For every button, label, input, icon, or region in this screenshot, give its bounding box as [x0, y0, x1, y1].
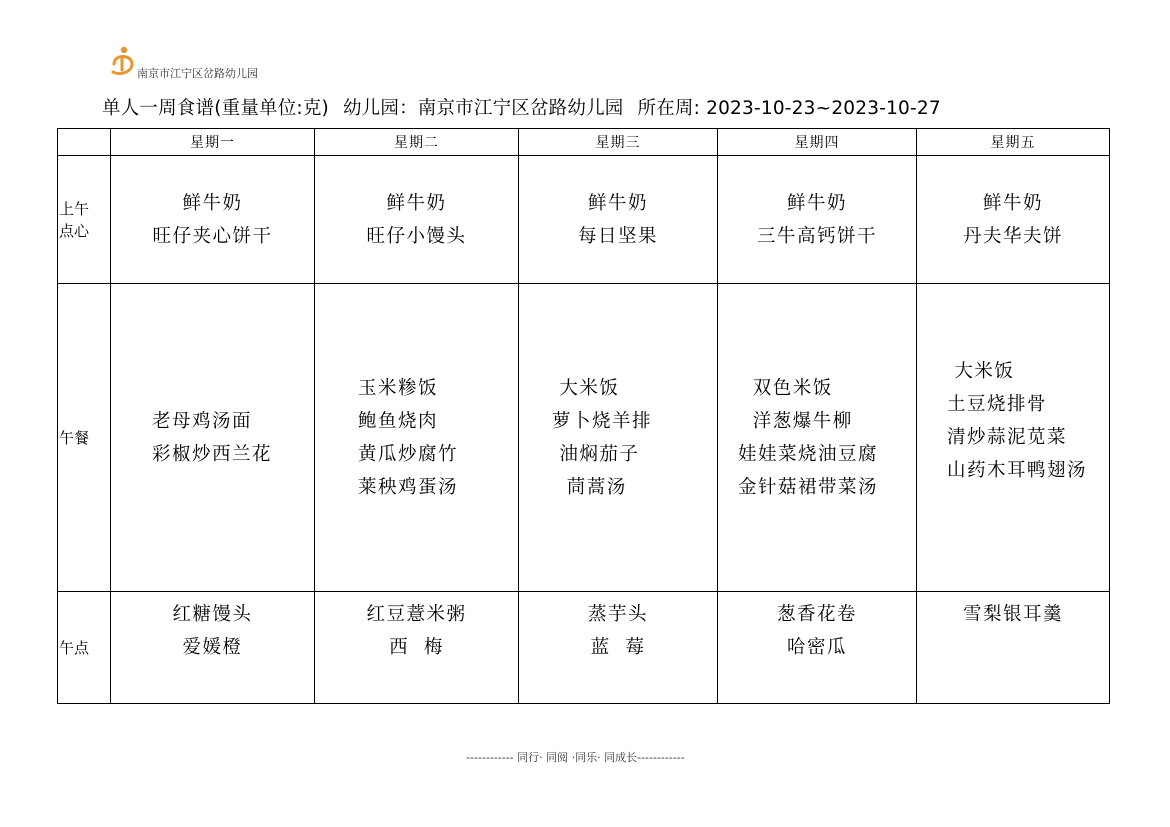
cell-mon-afternoon [111, 592, 315, 704]
menu-item: 山药木耳鸭翅汤 [947, 459, 1088, 481]
menu-item: 红豆薏米粥 [366, 604, 467, 625]
school-name: 幼儿园：南京市江宁区岔路幼儿园 [342, 98, 624, 119]
table-header-row [58, 129, 1110, 156]
menu-item: 鲜牛奶 [786, 192, 847, 214]
row-label-afternoon-snack: 午点 [58, 592, 111, 704]
menu-item: 金针菇裙带菜汤 [738, 476, 879, 498]
menu-item: 玉米糁饭 [358, 377, 439, 399]
weekly-menu-table [57, 128, 1110, 704]
menu-item: 西 梅 [389, 637, 444, 658]
header-monday: 星期一 [111, 129, 315, 156]
cell-tue-afternoon [315, 592, 519, 704]
cell-tue-morning [315, 156, 519, 284]
menu-item: 彩椒炒西兰花 [152, 443, 273, 465]
menu-item: 三牛高钙饼干 [756, 225, 877, 247]
menu-item: 蓝 莓 [590, 637, 646, 658]
school-logo [110, 44, 310, 80]
menu-item: 大米饭 [947, 360, 1015, 382]
footer-slogan: ------------ 同行· 同阅 ·同乐· 同成长------------ [466, 751, 685, 764]
menu-item: 土豆烧排骨 [947, 393, 1048, 415]
menu-item: 葱香花卷 [776, 604, 857, 625]
cell-wed-lunch [519, 284, 718, 592]
menu-item: 黄瓜炒腐竹 [358, 443, 459, 465]
header-thursday: 星期四 [718, 129, 917, 156]
cell-fri-lunch [917, 284, 1110, 592]
table-row-afternoon-snack [58, 592, 1110, 704]
menu-item: 鲜牛奶 [982, 192, 1043, 214]
menu-item: 旺仔夹心饼干 [152, 225, 273, 247]
menu-item: 鲜牛奶 [587, 192, 648, 214]
menu-item: 雪梨银耳羹 [962, 604, 1063, 625]
menu-item: 油焖茄子 [552, 443, 640, 465]
header-friday: 星期五 [917, 129, 1110, 156]
table-row-morning-snack [58, 156, 1110, 284]
menu-item: 茼蒿汤 [552, 476, 627, 498]
menu-item: 洋葱爆牛柳 [738, 410, 853, 432]
menu-item: 爱媛橙 [182, 637, 243, 658]
row-label-morning-snack: 上午点心 [58, 156, 111, 284]
menu-item: 清炒蒜泥苋菜 [947, 426, 1068, 448]
document-title [102, 94, 941, 120]
week-range: 所在周: 2023-10-23~2023-10-27 [637, 98, 941, 119]
cell-fri-morning [917, 156, 1110, 284]
menu-item: 娃娃菜烧油豆腐 [738, 443, 879, 465]
table-row-lunch [58, 284, 1110, 592]
header-wednesday: 星期三 [519, 129, 718, 156]
cell-mon-morning [111, 156, 315, 284]
menu-item: 旺仔小馒头 [366, 225, 467, 247]
menu-item: 蒸芋头 [587, 604, 648, 625]
menu-item: 萝卜烧羊排 [552, 410, 653, 432]
menu-item: 大米饭 [552, 377, 620, 399]
cell-thu-afternoon [718, 592, 917, 704]
corner-cell [58, 129, 111, 156]
cell-mon-lunch [111, 284, 315, 592]
menu-item: 老母鸡汤面 [152, 410, 253, 432]
school-logo-icon [110, 44, 138, 78]
cell-tue-lunch [315, 284, 519, 592]
cell-wed-afternoon [519, 592, 718, 704]
logo-text: 南京市江宁区岔路幼儿园 [137, 67, 258, 80]
menu-item: 鲍鱼烧肉 [358, 410, 439, 432]
menu-item: 丹夫华夫饼 [962, 225, 1063, 247]
cell-thu-lunch [718, 284, 917, 592]
menu-item: 双色米饭 [738, 377, 833, 399]
cell-thu-morning [718, 156, 917, 284]
menu-item: 莱秧鸡蛋汤 [358, 476, 459, 498]
recipe-title: 单人一周食谱(重量单位:克) [102, 98, 329, 119]
menu-item: 鲜牛奶 [386, 192, 447, 214]
cell-wed-morning [519, 156, 718, 284]
row-label-lunch: 午餐 [58, 284, 111, 592]
header-tuesday: 星期二 [315, 129, 519, 156]
menu-item: 鲜牛奶 [182, 192, 243, 214]
menu-item: 哈密瓜 [786, 637, 847, 658]
cell-fri-afternoon [917, 592, 1110, 704]
menu-item: 红糖馒头 [172, 604, 253, 625]
menu-item: 每日坚果 [577, 225, 658, 247]
